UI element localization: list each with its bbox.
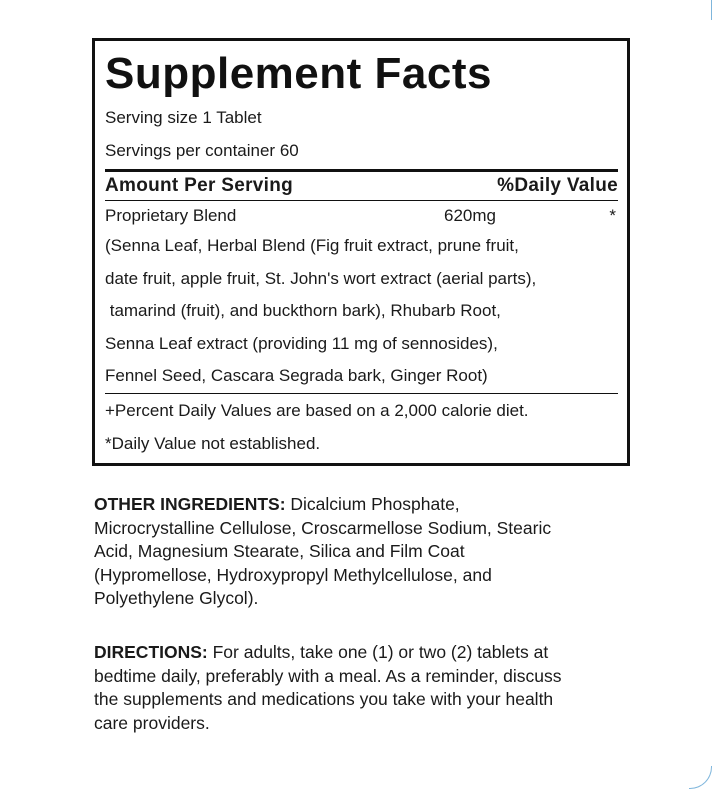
footnote-daily-value-not-established: *Daily Value not established.	[105, 433, 321, 453]
directions-section	[94, 641, 654, 735]
other-ingredients-section	[94, 493, 654, 611]
facts-title: Supplement Facts	[105, 49, 492, 98]
footnotes	[105, 394, 618, 460]
corner-decoration-top	[651, 0, 712, 20]
ingredient-line: Fennel Seed, Cascara Segrada bark, Ginger Root)	[105, 366, 488, 386]
other-ingredients-text: Microcrystalline Cellulose, Croscarmellose Sodium, Stearic	[94, 517, 552, 538]
directions-text: the supplements and medications you take with your health	[94, 689, 554, 709]
footnote-percent-daily-values: +Percent Daily Values are based on a 2,000 calorie diet.	[105, 400, 529, 420]
directions-label: DIRECTIONS:	[94, 642, 208, 662]
other-ingredients-text: (Hypromellose, Hydroxypropyl Methylcellulose, and	[94, 564, 492, 585]
other-ingredients-label: OTHER INGREDIENTS:	[94, 494, 286, 514]
ingredient-line: (Senna Leaf, Herbal Blend (Fig fruit extract, prune fruit,	[105, 236, 519, 255]
ingredient-line: tamarind (fruit), and buckthorn bark), Rhubarb Root,	[105, 301, 501, 321]
blend-name: Proprietary Blend	[105, 206, 237, 225]
other-ingredients-text: Polyethylene Glycol).	[94, 588, 259, 608]
corner-decoration-bottom	[689, 766, 712, 789]
amount-per-serving-header: Amount Per Serving	[105, 175, 294, 196]
blend-amount: 620mg	[444, 206, 496, 225]
blend-ingredients	[105, 230, 618, 393]
directions-text: For adults, take one (1) or two (2) tablets at	[207, 642, 549, 662]
blend-daily-value-mark: *	[609, 206, 616, 225]
directions-text: care providers.	[94, 712, 210, 733]
servings-per-container: Servings per container 60	[105, 141, 299, 160]
serving-size: Serving size 1 Tablet	[105, 108, 262, 127]
ingredient-line: date fruit, apple fruit, St. John's wort extract (aerial parts),	[105, 268, 537, 288]
daily-value-header: %Daily Value	[497, 175, 618, 196]
other-ingredients-text: Acid, Magnesium Stearate, Silica and Film Coat	[94, 541, 465, 561]
supplement-facts-panel	[92, 38, 630, 466]
directions-text: bedtime daily, preferably with a meal. As a reminder, discuss	[94, 665, 562, 686]
proprietary-blend-row	[105, 201, 618, 230]
amount-header-row	[105, 172, 618, 200]
ingredient-line: Senna Leaf extract (providing 11 mg of sennosides),	[105, 333, 498, 353]
other-ingredients-text: Dicalcium Phosphate,	[285, 494, 460, 514]
